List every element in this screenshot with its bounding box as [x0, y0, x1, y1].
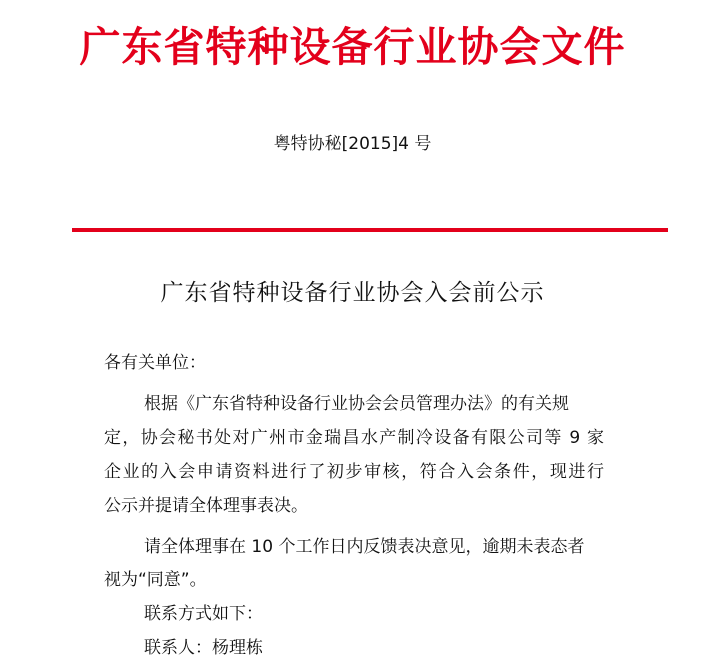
paragraph1-line-2: 定，协会秘书处对广州市金瑞昌水产制冷设备有限公司等 9 家: [104, 428, 604, 448]
red-divider-rule: [72, 228, 668, 232]
organization-masthead-title: 广东省特种设备行业协会文件: [79, 23, 626, 71]
paragraph2-line-2: 视为“同意”。: [104, 570, 207, 590]
paragraph1-line-4: 公示并提请全体理事表决。: [104, 496, 308, 516]
document-number: 粤特协秘[2015]4 号: [273, 134, 432, 154]
paragraph1-line-3: 企业的入会申请资料进行了初步审核，符合入会条件，现进行: [104, 462, 604, 482]
contact-heading: 联系方式如下：: [144, 604, 263, 624]
salutation: 各有关单位：: [104, 353, 206, 373]
paragraph2-line-1: 请全体理事在 10 个工作日内反馈表决意见，逾期未表态者: [144, 537, 585, 557]
contact-person: 联系人：杨理栋: [144, 638, 263, 658]
notice-title: 广东省特种设备行业协会入会前公示: [160, 280, 545, 306]
paragraph1-line-1: 根据《广东省特种设备行业协会会员管理办法》的有关规: [144, 394, 569, 414]
